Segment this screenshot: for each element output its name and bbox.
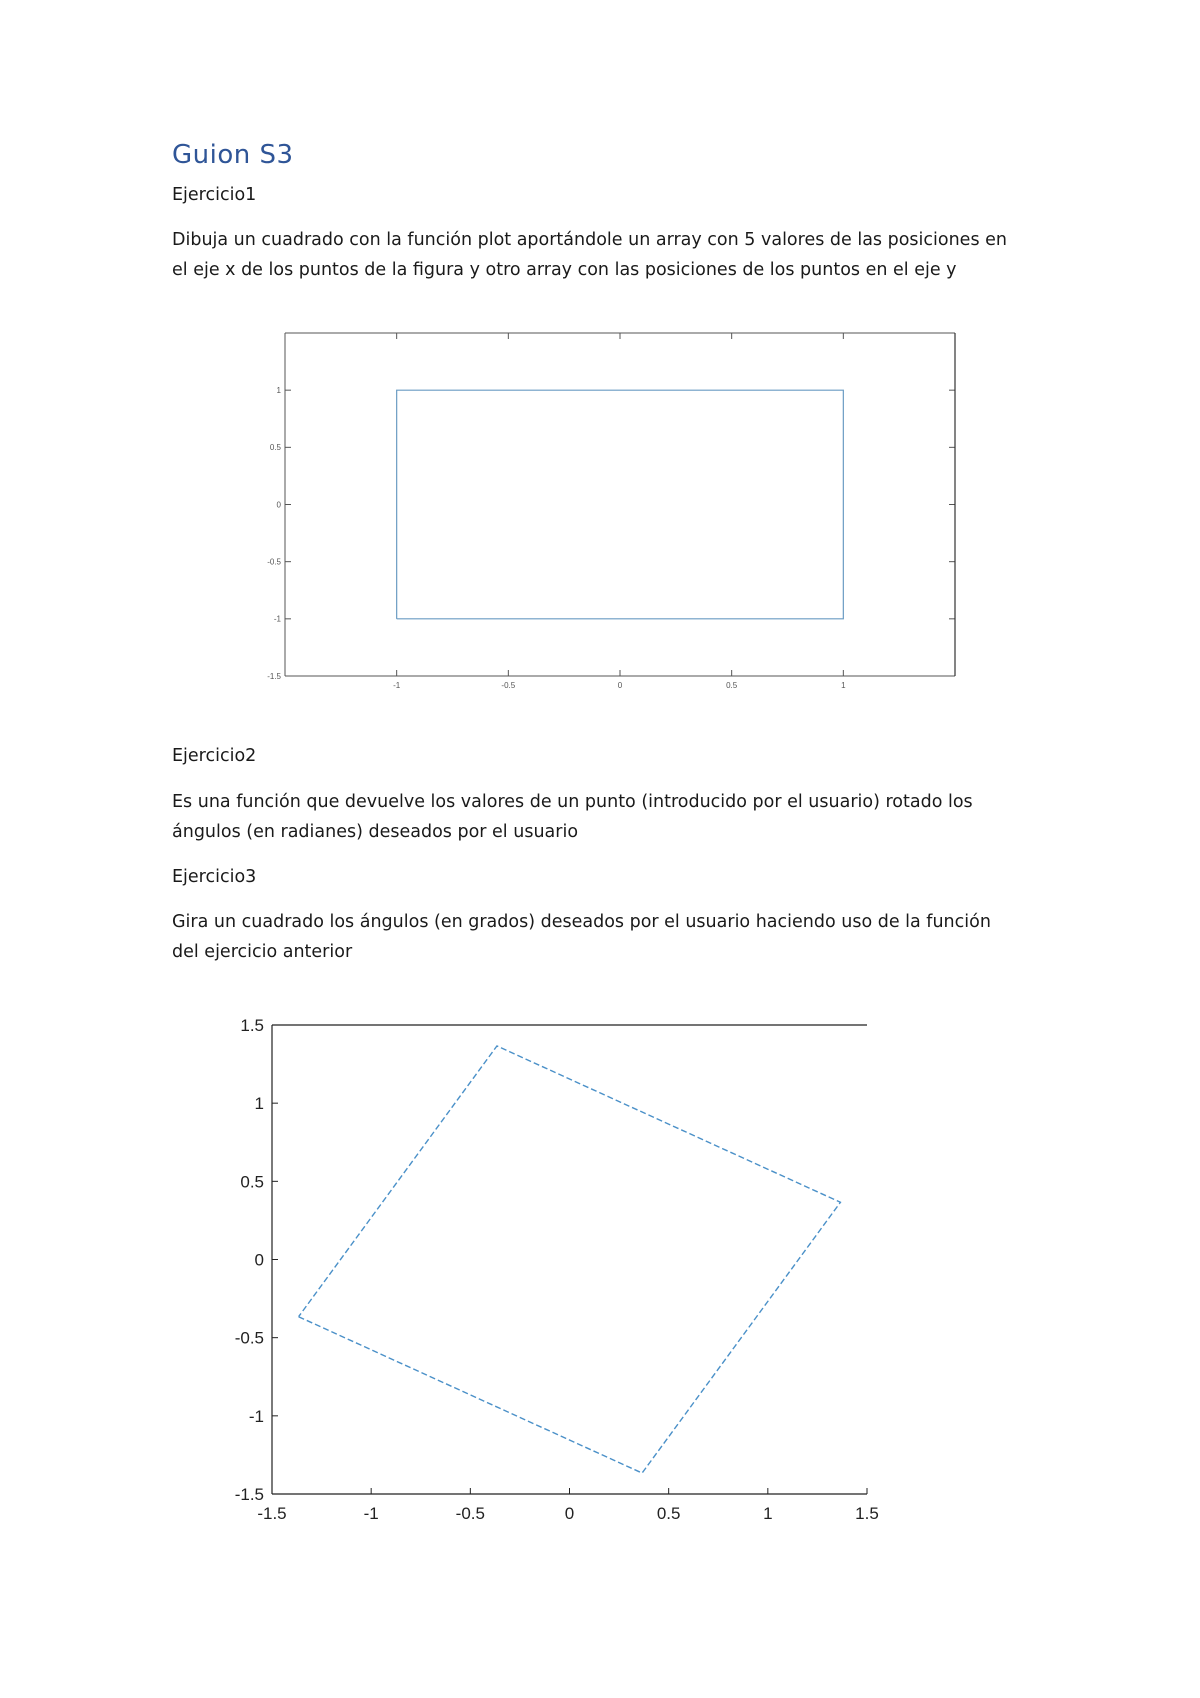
paragraph-ejercicio1-line1: Dibuja un cuadrado con la función plot aportándole un array con 5 valores de las posiciones en bbox=[172, 230, 1007, 250]
section-heading-ejercicio1: Ejercicio1 bbox=[172, 185, 257, 205]
series-line bbox=[397, 390, 844, 619]
section-heading-ejercicio2: Ejercicio2 bbox=[172, 746, 257, 766]
y-tick-label: -0.5 bbox=[267, 557, 281, 567]
y-tick-label: 0.5 bbox=[269, 443, 281, 453]
y-tick-label: 0 bbox=[276, 500, 281, 510]
x-tick-label: -1.5 bbox=[257, 1504, 287, 1523]
x-tick-label: 1 bbox=[763, 1504, 773, 1523]
y-tick-label: 0.5 bbox=[240, 1172, 264, 1192]
paragraph-ejercicio2-line2: ángulos (en radianes) deseados por el usuario bbox=[172, 822, 579, 842]
x-tick-label: 0 bbox=[564, 1504, 575, 1523]
series-line bbox=[299, 1046, 841, 1473]
y-tick-label: -1.5 bbox=[234, 1484, 264, 1504]
section-heading-ejercicio3: Ejercicio3 bbox=[172, 867, 257, 887]
x-tick-label: 0.5 bbox=[726, 681, 738, 690]
y-tick-label: -1 bbox=[248, 1406, 264, 1426]
x-tick-label: 1.5 bbox=[855, 1504, 879, 1523]
x-tick-label: 0 bbox=[617, 681, 623, 690]
x-tick-label: 1 bbox=[841, 681, 846, 690]
x-tick-label: -1 bbox=[393, 681, 401, 690]
y-tick-label: -1.5 bbox=[267, 671, 281, 681]
x-tick-label: 0.5 bbox=[656, 1504, 681, 1523]
x-tick-label: -1 bbox=[363, 1504, 379, 1523]
y-tick-label: -0.5 bbox=[234, 1328, 264, 1348]
y-tick-label: 0 bbox=[254, 1250, 264, 1270]
page-title: Guion S3 bbox=[172, 140, 294, 170]
y-tick-label: 1.5 bbox=[240, 1015, 264, 1035]
paragraph-ejercicio3-line1: Gira un cuadrado los ángulos (en grados) deseados por el usuario haciendo uso de la función bbox=[172, 912, 991, 932]
y-tick-label: 1 bbox=[276, 385, 281, 395]
paragraph-ejercicio2-line1: Es una función que devuelve los valores de un punto (introducido por el usuario) rotado los bbox=[172, 792, 973, 812]
x-tick-label: -0.5 bbox=[501, 681, 516, 690]
x-tick-label: -0.5 bbox=[455, 1504, 485, 1523]
paragraph-ejercicio1-line2: el eje x de los puntos de la figura y otro array con las posiciones de los puntos en el eje y bbox=[172, 260, 957, 280]
paragraph-ejercicio3-line2: del ejercicio anterior bbox=[172, 942, 353, 962]
y-tick-label: 1 bbox=[254, 1094, 264, 1114]
y-tick-label: -1 bbox=[273, 614, 281, 624]
